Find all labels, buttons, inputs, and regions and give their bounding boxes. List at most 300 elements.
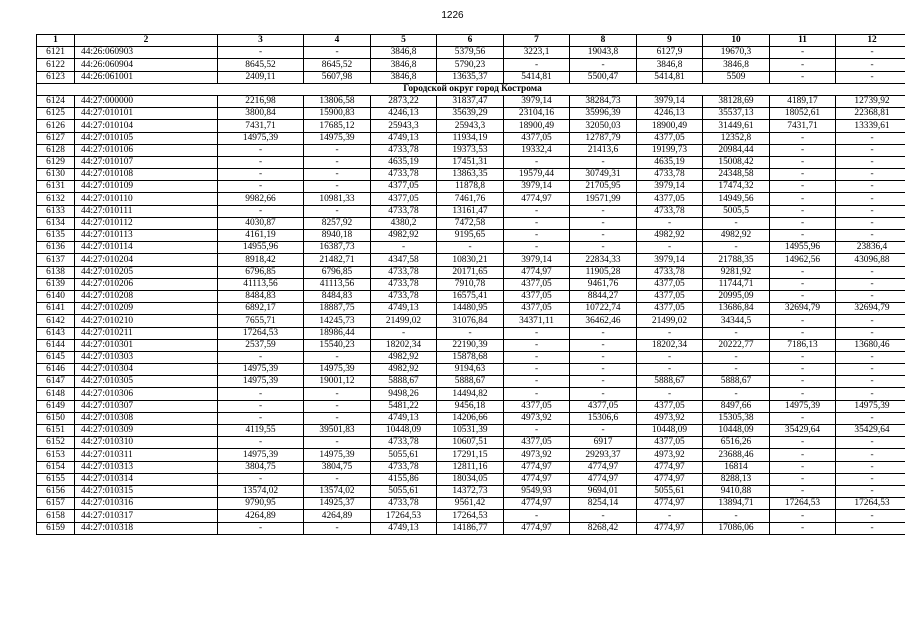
table-cell: 43096,88 — [836, 254, 905, 266]
table-cell: 6124 — [37, 95, 75, 107]
table-cell: 31076,84 — [437, 315, 504, 327]
table-cell: 4982,92 — [637, 230, 703, 242]
table-cell: 6128 — [37, 144, 75, 156]
table-cell: - — [504, 205, 570, 217]
table-cell: 4377,05 — [504, 400, 570, 412]
table-cell: 4733,78 — [371, 498, 437, 510]
table-row — [37, 339, 905, 351]
table-cell: 23836,4 — [836, 242, 905, 254]
table-cell: - — [836, 169, 905, 181]
table-cell: - — [504, 388, 570, 400]
table-cell: 9694,01 — [570, 485, 637, 497]
table-cell: 9456,18 — [437, 400, 504, 412]
table-cell: 17291,15 — [437, 449, 504, 461]
table-cell: 6140 — [37, 290, 75, 302]
table-cell: - — [836, 205, 905, 217]
table-cell: 44:27:010311 — [75, 449, 218, 461]
table-cell: 13574,02 — [304, 485, 371, 497]
table-cell: 14955,96 — [770, 242, 836, 254]
table-cell: - — [637, 364, 703, 376]
table-cell: 6139 — [37, 278, 75, 290]
table-cell: 3846,8 — [703, 59, 770, 71]
table-cell: - — [770, 266, 836, 278]
table-row — [37, 388, 905, 400]
table-cell: 7186,13 — [770, 339, 836, 351]
table-cell: - — [570, 327, 637, 339]
table-cell: - — [770, 522, 836, 534]
table-cell: 44:27:010205 — [75, 266, 218, 278]
table-cell: 6125 — [37, 108, 75, 120]
table-cell: 6121 — [37, 47, 75, 59]
table-cell: 13635,37 — [437, 71, 504, 83]
table-cell: 6145 — [37, 351, 75, 363]
table-cell: 10830,21 — [437, 254, 504, 266]
table-cell: 4264,89 — [304, 510, 371, 522]
table-cell: 4347,58 — [371, 254, 437, 266]
table-cell: 6158 — [37, 510, 75, 522]
table-cell: 6152 — [37, 437, 75, 449]
table-cell: 4774,97 — [504, 193, 570, 205]
table-row — [37, 461, 905, 473]
table-cell: 41113,56 — [218, 278, 304, 290]
table-cell: 10 — [703, 35, 770, 47]
table-cell: 4774,97 — [637, 522, 703, 534]
table-cell: 6147 — [37, 376, 75, 388]
table-cell: 17264,53 — [836, 498, 905, 510]
table-cell: - — [836, 449, 905, 461]
table-cell: 2409,11 — [218, 71, 304, 83]
table-cell: - — [218, 205, 304, 217]
table-cell: 2873,22 — [371, 95, 437, 107]
table-row — [37, 412, 905, 424]
table-cell: - — [703, 388, 770, 400]
table-row — [37, 95, 905, 107]
table-cell: 10981,33 — [304, 193, 371, 205]
table-cell: - — [836, 144, 905, 156]
table-cell: 14949,56 — [703, 193, 770, 205]
table-cell: 8 — [570, 35, 637, 47]
table-cell: 12787,79 — [570, 132, 637, 144]
table-cell: 19373,53 — [437, 144, 504, 156]
table-cell: 3979,14 — [637, 95, 703, 107]
table-cell: 44:26:060903 — [75, 47, 218, 59]
table-cell: - — [304, 169, 371, 181]
table-cell: - — [504, 230, 570, 242]
table-cell: - — [770, 144, 836, 156]
table-cell: - — [304, 156, 371, 168]
table-row — [37, 193, 905, 205]
table-cell: 2537,59 — [218, 339, 304, 351]
table-cell: 3800,84 — [218, 108, 304, 120]
table-cell: 4982,92 — [371, 351, 437, 363]
table-cell: 14962,56 — [770, 254, 836, 266]
table-cell: - — [304, 473, 371, 485]
table-cell: 4635,19 — [371, 156, 437, 168]
table-cell: 4246,13 — [637, 108, 703, 120]
table-cell: 19670,3 — [703, 47, 770, 59]
table-cell: 18887,75 — [304, 303, 371, 315]
table-cell: - — [304, 522, 371, 534]
table-cell: 44:27:010206 — [75, 278, 218, 290]
table-cell: 4774,97 — [504, 498, 570, 510]
table-cell: 25943,3 — [371, 120, 437, 132]
table-cell: - — [770, 47, 836, 59]
table-cell: 6153 — [37, 449, 75, 461]
table-cell: - — [504, 339, 570, 351]
table-cell: 9790,95 — [218, 498, 304, 510]
table-cell: - — [437, 327, 504, 339]
table-cell: 44:27:010104 — [75, 120, 218, 132]
table-cell: 41113,56 — [304, 278, 371, 290]
table-cell: 15008,42 — [703, 156, 770, 168]
table-cell: 6157 — [37, 498, 75, 510]
table-cell: - — [304, 437, 371, 449]
table-row — [37, 522, 905, 534]
table-cell: - — [703, 351, 770, 363]
table-cell: - — [770, 461, 836, 473]
table-cell: 11 — [770, 35, 836, 47]
table-cell: 12352,8 — [703, 132, 770, 144]
table-cell: - — [836, 412, 905, 424]
table-cell: 44:27:010114 — [75, 242, 218, 254]
table-cell: - — [836, 315, 905, 327]
table-cell: - — [218, 388, 304, 400]
table-row — [37, 315, 905, 327]
table-cell: 10448,09 — [371, 425, 437, 437]
table-row — [37, 156, 905, 168]
table-cell: 9281,92 — [703, 266, 770, 278]
table-cell: 3979,14 — [504, 95, 570, 107]
table-cell: 9549,93 — [504, 485, 570, 497]
table-cell: 31837,47 — [437, 95, 504, 107]
table-cell: - — [836, 510, 905, 522]
table-cell: - — [570, 217, 637, 229]
table-cell: 1 — [37, 35, 75, 47]
table-row — [37, 303, 905, 315]
table-cell: 44:27:010318 — [75, 522, 218, 534]
page-number: 1226 — [441, 10, 464, 21]
table-cell: 44:26:061001 — [75, 71, 218, 83]
table-cell: 4377,05 — [637, 278, 703, 290]
table-cell: - — [836, 485, 905, 497]
table-cell: - — [770, 473, 836, 485]
table-cell: 22368,81 — [836, 108, 905, 120]
section-title: Городской округ город Кострома — [37, 83, 905, 95]
table-cell: 13894,71 — [703, 498, 770, 510]
table-cell: - — [770, 230, 836, 242]
table-cell: 5055,61 — [371, 485, 437, 497]
table-cell: 13161,47 — [437, 205, 504, 217]
table-cell: 4982,92 — [703, 230, 770, 242]
table-cell: 13574,02 — [218, 485, 304, 497]
table-cell: 17451,31 — [437, 156, 504, 168]
table-cell: 14206,66 — [437, 412, 504, 424]
table-cell: 36462,46 — [570, 315, 637, 327]
table-cell: 6148 — [37, 388, 75, 400]
table-cell: 4749,13 — [371, 412, 437, 424]
table-cell: 14975,39 — [304, 364, 371, 376]
table-cell: - — [836, 290, 905, 302]
table-cell: 22190,39 — [437, 339, 504, 351]
table-cell: - — [504, 217, 570, 229]
table-cell: 2216,98 — [218, 95, 304, 107]
table-cell: 9195,65 — [437, 230, 504, 242]
table-cell: 3 — [218, 35, 304, 47]
table-cell: 19571,99 — [570, 193, 637, 205]
table-cell: - — [218, 400, 304, 412]
table-cell: 14975,39 — [218, 132, 304, 144]
table-cell: 21788,35 — [703, 254, 770, 266]
table-row — [37, 351, 905, 363]
table-cell: 6132 — [37, 193, 75, 205]
table-cell: 6130 — [37, 169, 75, 181]
table-cell: 17264,53 — [218, 327, 304, 339]
table-cell: 5607,98 — [304, 71, 371, 83]
table-cell: 44:27:010111 — [75, 205, 218, 217]
table-cell: 44:27:010301 — [75, 339, 218, 351]
table-cell: 4030,87 — [218, 217, 304, 229]
table-cell: 18052,61 — [770, 108, 836, 120]
table-cell: 3223,1 — [504, 47, 570, 59]
table-cell: 10448,09 — [703, 425, 770, 437]
table-row — [37, 437, 905, 449]
table-cell: 4189,17 — [770, 95, 836, 107]
table-cell: - — [770, 181, 836, 193]
table-cell: 6150 — [37, 412, 75, 424]
table-cell: 3846,8 — [371, 47, 437, 59]
table-cell: 14975,39 — [770, 400, 836, 412]
table-cell: 4749,13 — [371, 132, 437, 144]
table-cell: 18202,34 — [371, 339, 437, 351]
table-cell: 5055,61 — [637, 485, 703, 497]
table-cell: 15878,68 — [437, 351, 504, 363]
table-cell: 35996,39 — [570, 108, 637, 120]
table-cell: 4161,19 — [218, 230, 304, 242]
table-cell: 8484,83 — [218, 290, 304, 302]
table-cell: 12 — [836, 35, 905, 47]
table-cell: 6122 — [37, 59, 75, 71]
table-cell: - — [570, 388, 637, 400]
table-cell: 29293,37 — [570, 449, 637, 461]
table-cell: 38284,73 — [570, 95, 637, 107]
table-cell: - — [218, 169, 304, 181]
table-cell: 4119,55 — [218, 425, 304, 437]
table-cell: - — [836, 193, 905, 205]
table-cell: 14494,82 — [437, 388, 504, 400]
table-cell: 44:27:010313 — [75, 461, 218, 473]
table-cell: 6156 — [37, 485, 75, 497]
table-cell: 8288,13 — [703, 473, 770, 485]
table-cell: 3804,75 — [304, 461, 371, 473]
table-cell: - — [504, 242, 570, 254]
table-cell: 6127,9 — [637, 47, 703, 59]
table-cell: - — [218, 47, 304, 59]
table-cell: - — [570, 364, 637, 376]
table-cell: 5888,67 — [703, 376, 770, 388]
table-cell: - — [770, 351, 836, 363]
table-cell: - — [770, 169, 836, 181]
table-row — [37, 278, 905, 290]
table-cell: 8497,66 — [703, 400, 770, 412]
table-cell: - — [504, 425, 570, 437]
table-cell: - — [836, 473, 905, 485]
table-cell: 44:27:010208 — [75, 290, 218, 302]
table-cell: 12739,92 — [836, 95, 905, 107]
table-cell: - — [637, 351, 703, 363]
table-row — [37, 254, 905, 266]
table-cell: 4246,13 — [371, 108, 437, 120]
table-cell: 44:27:010101 — [75, 108, 218, 120]
table-cell: - — [836, 522, 905, 534]
table-cell: 9410,88 — [703, 485, 770, 497]
table-cell: 14975,39 — [218, 376, 304, 388]
table-cell: 44:27:010303 — [75, 351, 218, 363]
table-cell: 4774,97 — [504, 473, 570, 485]
table-cell: 6516,26 — [703, 437, 770, 449]
table-cell: 23104,16 — [504, 108, 570, 120]
table-cell: 22834,33 — [570, 254, 637, 266]
table-cell: 17685,12 — [304, 120, 371, 132]
table-cell: 44:27:010317 — [75, 510, 218, 522]
table-cell: 6136 — [37, 242, 75, 254]
table-cell: 6138 — [37, 266, 75, 278]
table-cell: 7472,58 — [437, 217, 504, 229]
table-cell: - — [770, 71, 836, 83]
table-cell: 39501,83 — [304, 425, 371, 437]
table-cell: - — [504, 376, 570, 388]
table-cell: - — [836, 266, 905, 278]
table-row — [37, 242, 905, 254]
table-cell: 35429,64 — [770, 425, 836, 437]
table-cell: 6131 — [37, 181, 75, 193]
table-cell: - — [218, 144, 304, 156]
table-cell: - — [770, 217, 836, 229]
table-row — [37, 217, 905, 229]
table-cell: 44:26:060904 — [75, 59, 218, 71]
table-cell: - — [371, 327, 437, 339]
table-cell: - — [836, 59, 905, 71]
table-cell: - — [836, 47, 905, 59]
table-cell: 4733,78 — [637, 169, 703, 181]
table-cell: 44:27:010306 — [75, 388, 218, 400]
table-cell: 4973,92 — [504, 412, 570, 424]
table-cell: 4733,78 — [371, 169, 437, 181]
table-cell: 14975,39 — [218, 364, 304, 376]
table-cell: - — [304, 351, 371, 363]
table-cell: 6154 — [37, 461, 75, 473]
table-cell: 6796,85 — [218, 266, 304, 278]
table-cell: 6133 — [37, 205, 75, 217]
table-row — [37, 108, 905, 120]
table-cell: 19043,8 — [570, 47, 637, 59]
table-cell: 8645,52 — [218, 59, 304, 71]
table-cell: 14186,77 — [437, 522, 504, 534]
table-row — [37, 327, 905, 339]
table-cell: - — [770, 412, 836, 424]
table-cell: - — [637, 510, 703, 522]
table-cell: - — [836, 376, 905, 388]
table-cell: 7431,71 — [218, 120, 304, 132]
table-cell: 44:27:010105 — [75, 132, 218, 144]
table-cell: 5888,67 — [637, 376, 703, 388]
table-cell: - — [836, 278, 905, 290]
table-cell: 4380,2 — [371, 217, 437, 229]
table-cell: - — [770, 449, 836, 461]
table-cell: 8918,42 — [218, 254, 304, 266]
table-cell: 8257,92 — [304, 217, 371, 229]
table-cell: 10722,74 — [570, 303, 637, 315]
table-cell: 6149 — [37, 400, 75, 412]
table-row — [37, 59, 905, 71]
table-cell: 13806,58 — [304, 95, 371, 107]
table-cell: 11878,8 — [437, 181, 504, 193]
table-cell: 8268,42 — [570, 522, 637, 534]
table-cell: - — [218, 473, 304, 485]
table-cell: 4749,13 — [371, 303, 437, 315]
table-cell: 44:27:010204 — [75, 254, 218, 266]
table-cell: 4774,97 — [637, 473, 703, 485]
table-cell: 6143 — [37, 327, 75, 339]
table-cell: 4733,78 — [637, 266, 703, 278]
table-cell: 4733,78 — [371, 266, 437, 278]
table-cell: 13863,35 — [437, 169, 504, 181]
table-cell: 13686,84 — [703, 303, 770, 315]
table-row — [37, 169, 905, 181]
table-cell: - — [218, 181, 304, 193]
table-cell: 5414,81 — [637, 71, 703, 83]
table-cell: 3846,8 — [371, 71, 437, 83]
table-row — [37, 510, 905, 522]
table-cell: - — [218, 412, 304, 424]
table-cell: 44:27:010305 — [75, 376, 218, 388]
table-row — [37, 47, 905, 59]
table-row — [37, 144, 905, 156]
table-cell: 3804,75 — [218, 461, 304, 473]
table-row — [37, 473, 905, 485]
table-cell: 35429,64 — [836, 425, 905, 437]
table-cell: 4774,97 — [504, 461, 570, 473]
table-cell: 17264,53 — [770, 498, 836, 510]
table-cell: 44:27:010316 — [75, 498, 218, 510]
table-cell: 7431,71 — [770, 120, 836, 132]
table-cell: 4774,97 — [504, 522, 570, 534]
table-cell: - — [836, 327, 905, 339]
table-cell: 4774,97 — [637, 461, 703, 473]
table-cell: 14480,95 — [437, 303, 504, 315]
table-cell: 7461,76 — [437, 193, 504, 205]
table-row — [37, 449, 905, 461]
table-row — [37, 400, 905, 412]
table-cell: 5005,5 — [703, 205, 770, 217]
table-cell: - — [836, 437, 905, 449]
table-cell: 44:27:010106 — [75, 144, 218, 156]
table-cell: - — [836, 351, 905, 363]
table-cell: 14245,73 — [304, 315, 371, 327]
table-cell: 6 — [437, 35, 504, 47]
table-cell: - — [770, 315, 836, 327]
table-cell: 4377,05 — [637, 290, 703, 302]
table-cell: 15305,38 — [703, 412, 770, 424]
table-cell: - — [770, 510, 836, 522]
table-cell: - — [218, 522, 304, 534]
table-cell: - — [770, 364, 836, 376]
table-cell: 13339,61 — [836, 120, 905, 132]
table-cell: - — [304, 205, 371, 217]
table-cell: 9498,26 — [371, 388, 437, 400]
table-cell: - — [770, 59, 836, 71]
table-row — [37, 230, 905, 242]
table-cell: 6159 — [37, 522, 75, 534]
